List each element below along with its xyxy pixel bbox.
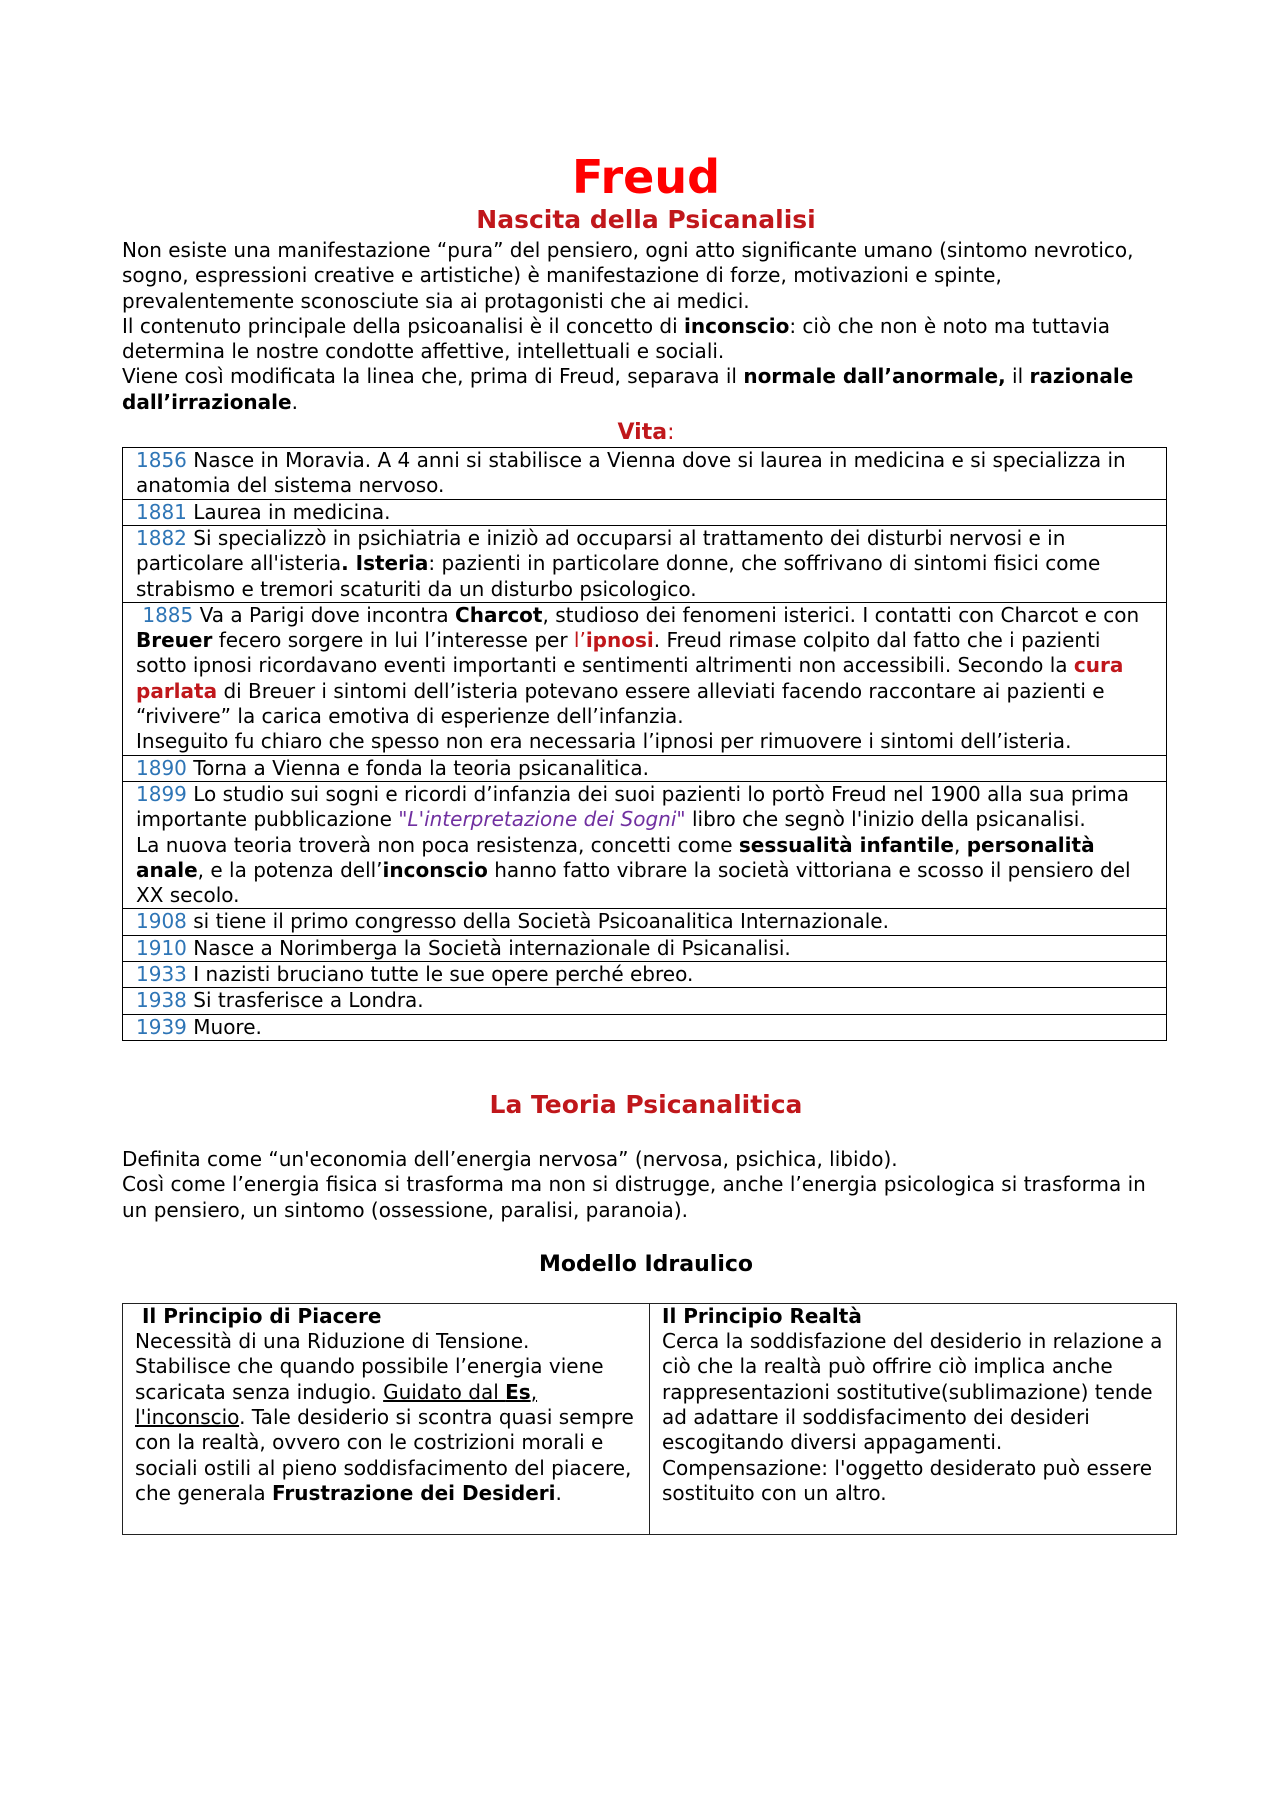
teoria-paragraph-2: Così come l’energia fisica si trasforma ma non si distrugge, anche l’energia psicologica si trasforma in un pensiero, un sintomo (ossessione, paralisi, paranoia).	[122, 1172, 1146, 1222]
principio-realta-line-1: Cerca la soddisfazione del desiderio in relazione a ciò che la realtà può offrire ciò implica anche rappresentazioni sostitutive(sublimazione) tende ad adattare il soddisfacimento dei desideri escogitando diversi appagamenti.	[662, 1329, 1163, 1455]
year: 1882	[136, 525, 187, 550]
table-cell	[123, 499, 1167, 525]
table-row	[123, 525, 1167, 602]
year: 1933	[136, 962, 187, 987]
event-text: si tiene il primo congresso della Società Psicoanalitica Internazionale.	[186, 909, 889, 934]
book-title: "L'interpretazione dei Sogni"	[398, 807, 686, 832]
table-cell	[123, 909, 1167, 935]
bold-term: Es	[505, 1379, 531, 1404]
page-subtitle: Nascita della Psicanalisi	[476, 205, 816, 234]
year: 1910	[136, 935, 187, 960]
vita-heading	[122, 419, 1170, 447]
bold-term: personalità anale	[136, 832, 1095, 882]
event-text: Nasce in Moravia. A 4 anni si stabilisce a Vienna dove si laurea in medicina e si specializza in anatomia del sistema nervoso.	[136, 448, 1126, 498]
year: 1856	[136, 448, 187, 473]
event-text: Laurea in medicina.	[186, 499, 391, 524]
bold-term: Breuer	[136, 628, 213, 653]
vita-timeline-table	[122, 447, 1167, 1041]
intro-paragraph-1: Non esiste una manifestazione “pura” del pensiero, ogni atto significante umano (sintomo nevrotico, sogno, espressioni creative e artistiche) è manifestazione di forze, motivazioni e spinte, prevalentemente sconosciute sia ai protagonisti che ai medici.	[122, 238, 1134, 313]
intro-paragraph-2	[122, 314, 1170, 365]
principio-realta-cell	[650, 1303, 1177, 1534]
vita-heading-text: Vita	[617, 420, 668, 446]
red-bold-term: cura parlata	[136, 653, 1124, 703]
red-text: l’	[573, 628, 586, 653]
year: 1899	[136, 781, 187, 806]
table-cell	[123, 755, 1167, 781]
text: .	[291, 389, 298, 414]
table-row	[123, 781, 1167, 908]
text: Il contenuto principale della psicoanalisi è il concetto di	[122, 313, 685, 338]
table-row	[123, 602, 1167, 755]
text: Guidato dal	[383, 1379, 506, 1404]
table-row	[123, 988, 1167, 1014]
event-text: di Breuer i sintomi dell’isteria potevano essere alleviati facendo raccontare ai pazienti e “rivivere” la carica emotiva di esperienze dell’infanzia.	[136, 678, 1105, 729]
text: Viene così modificata la linea che, prima di Freud, separava il	[122, 364, 744, 389]
table-cell	[123, 448, 1167, 500]
event-text: Lo studio sui sogni e ricordi d’infanzia dei suoi pazienti lo portò Freud nel 1900 alla sua prima importante pubblicazione	[136, 781, 1130, 832]
event-text: Si trasferisce a Londra.	[186, 988, 424, 1013]
vita-heading-colon: :	[667, 420, 675, 446]
text: il	[1005, 364, 1030, 389]
table-row	[123, 935, 1167, 961]
teoria-body	[122, 1147, 1170, 1223]
principio-realta-title: Il Principio Realtà	[662, 1303, 862, 1328]
modello-heading: Modello Idraulico	[538, 1251, 754, 1277]
page-title: Freud	[571, 150, 721, 204]
year: 1881	[136, 499, 187, 524]
table-row	[123, 755, 1167, 781]
intro-paragraph-3	[122, 364, 1170, 415]
table-cell	[123, 602, 1167, 755]
year: 1908	[136, 909, 187, 934]
year: 1938	[136, 988, 187, 1013]
red-bold-term: ipnosi	[585, 628, 654, 653]
principio-piacere-cell	[123, 1303, 650, 1534]
table-row	[123, 962, 1167, 988]
bold-term: . Isteria	[341, 551, 429, 576]
table-row	[123, 909, 1167, 935]
year: 1939	[136, 1014, 187, 1039]
teoria-heading: La Teoria Psicanalitica	[489, 1089, 803, 1119]
event-text: Si specializzò in psichiatria e iniziò ad occuparsi al trattamento dei disturbi nervosi e in particolare all'isteria	[136, 525, 1066, 576]
bold-term: normale dall’anormale,	[743, 364, 1006, 389]
principio-piacere-title: Il Principio di Piacere	[135, 1303, 382, 1328]
event-text: hanno fatto vibrare la società vittoriana e scosso il pensiero del XX secolo.	[136, 857, 1131, 908]
text: : ciò che non è noto ma tuttavia determina le nostre condotte affettive, intellettuali e sociali.	[122, 313, 1111, 364]
bold-term: razionale dall’irrazionale	[122, 364, 1134, 414]
table-row	[123, 1014, 1167, 1040]
table-row	[123, 499, 1167, 525]
table-row	[123, 448, 1167, 500]
table-cell	[123, 988, 1167, 1014]
principio-realta-line-2: Compensazione: l'oggetto desiderato può essere sostituito con un altro.	[662, 1455, 1153, 1505]
event-text: La nuova teoria troverà non poca resistenza, concetti come	[136, 832, 739, 857]
principi-table	[122, 1303, 1177, 1535]
text: .	[555, 1480, 562, 1505]
bold-term: sessualità infantile	[738, 832, 954, 857]
bold-term: Frustrazione dei Desideri	[271, 1480, 556, 1505]
event-text: Inseguito fu chiaro che spesso non era necessaria l’ipnosi per rimuovere i sintomi dell’isteria.	[136, 729, 1072, 754]
event-text: fecero sorgere in lui l’interesse per	[212, 628, 574, 653]
bold-term: inconscio	[684, 313, 790, 338]
table-cell	[123, 525, 1167, 602]
text: Stabilisce che quando possibile l’energia viene scaricata senza indugio.	[135, 1354, 604, 1404]
table-cell	[123, 935, 1167, 961]
text: . Tale desiderio si scontra quasi sempre con la realtà, ovvero con le costrizioni morali e sociali ostili al pieno soddisfacimento del piacere, che generala	[135, 1404, 634, 1505]
event-text: Muore.	[186, 1014, 262, 1039]
event-text: Torna a Vienna e fonda la teoria psicanalitica.	[186, 755, 650, 780]
year: 1890	[136, 755, 187, 780]
event-text: : pazienti in particolare donne, che soffrivano di sintomi fisici come strabismo e tremori scaturiti da un disturbo psicologico.	[136, 551, 1101, 601]
event-text: , e la potenza dell’	[197, 857, 383, 882]
document-page	[122, 150, 1170, 1535]
event-text: Nasce a Norimberga la Società internazionale di Psicanalisi.	[186, 935, 791, 960]
year: 1885	[142, 602, 194, 627]
text: , l'inconscio	[135, 1379, 538, 1429]
bold-term: inconscio	[382, 857, 488, 882]
event-text: , studioso dei fenomeni isterici. I contatti con Charcot e con	[542, 602, 1140, 627]
teoria-paragraph-1: Definita come “un'economia dell’energia nervosa” (nervosa, psichica, libido).	[122, 1146, 898, 1171]
event-text: I nazisti bruciano tutte le sue opere perché ebreo.	[186, 962, 694, 987]
table-cell	[123, 1014, 1167, 1040]
event-text: ,	[953, 832, 967, 857]
principio-piacere-line: Necessità di una Riduzione di Tensione.	[135, 1329, 530, 1354]
event-text: . Freud rimase colpito dal fatto che i pazienti sotto ipnosi ricordavano eventi importanti e sentimenti altrimenti non accessibili. Secondo la	[136, 628, 1101, 678]
table-cell	[123, 962, 1167, 988]
event-text: Va a Parigi dove incontra	[193, 602, 456, 627]
bold-term: Charcot	[455, 602, 543, 627]
event-text: libro che segnò l'inizio della psicanalisi.	[685, 807, 1086, 832]
table-row	[123, 1303, 1177, 1534]
table-cell	[123, 781, 1167, 908]
